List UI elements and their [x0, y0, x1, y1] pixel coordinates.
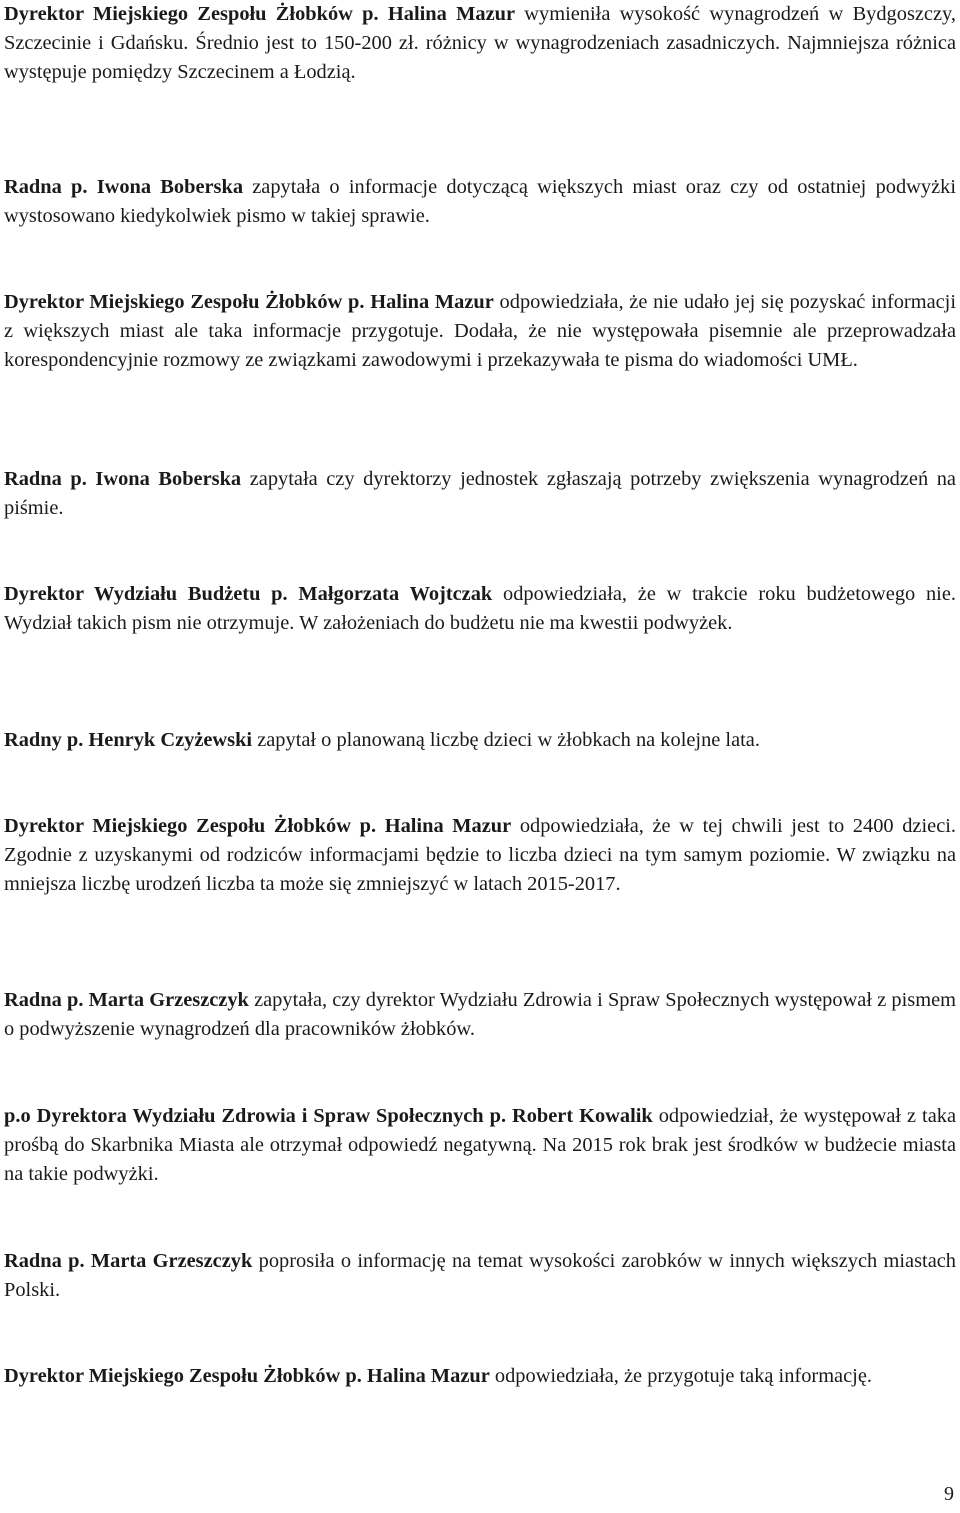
- paragraph-11: [4, 1362, 956, 1391]
- speaker-name: Dyrektor Wydziału Budżetu p. Małgorzata Wojtczak: [4, 583, 493, 605]
- paragraph-2: [4, 173, 956, 231]
- speaker-name: Radna p. Iwona Boberska: [4, 468, 242, 490]
- paragraph-10: [4, 1247, 956, 1305]
- paragraph-text: zapytał o planowaną liczbę dzieci w żłobkach na kolejne lata.: [252, 729, 760, 751]
- paragraph-text: odpowiedziała, że przygotuje taką informację.: [489, 1365, 872, 1387]
- paragraph-7: [4, 812, 956, 899]
- paragraph-text: wymieniła wysokość wynagrodzeń w Bydgoszczy, Szczecinie i Gdańsku. Średnio jest to 150-200 zł. różnicy w wynagrodzeniach zasadniczych. Najmniejsza różnica występuje pomiędzy Szczecinem a Łodzią.: [4, 3, 956, 83]
- speaker-name: Radna p. Marta Grzeszczyk: [4, 989, 249, 1011]
- paragraph-9: [4, 1102, 956, 1189]
- speaker-name: p.o Dyrektora Wydziału Zdrowia i Spraw Społecznych p. Robert Kowalik: [4, 1105, 653, 1127]
- paragraph-8: [4, 986, 956, 1044]
- speaker-name: Dyrektor Miejskiego Zespołu Żłobków p. Halina Mazur: [4, 3, 516, 25]
- paragraph-text: odpowiedziała, że w trakcie roku budżetowego nie. Wydział takich pism nie otrzymuje. W założeniach do budżetu nie ma kwestii podwyżek.: [4, 583, 956, 634]
- paragraph-text: zapytała, czy dyrektor Wydziału Zdrowia i Spraw Społecznych występował z pismem o podwyższenie wynagrodzeń dla pracowników żłobków.: [4, 989, 956, 1040]
- speaker-name: Radna p. Iwona Boberska: [4, 176, 244, 198]
- paragraph-text: odpowiedziała, że nie udało jej się pozyskać informacji z większych miast ale taka informacje przygotuje. Dodała, że nie występowała pisemnie ale przeprowadzała korespondencyjnie rozmowy ze związkami zawodowymi i przekazywała te pisma do wiadomości UMŁ.: [4, 291, 957, 371]
- speaker-name: Dyrektor Miejskiego Zespołu Żłobków p. Halina Mazur: [4, 291, 494, 313]
- paragraph-5: [4, 580, 956, 638]
- speaker-name: Dyrektor Miejskiego Zespołu Żłobków p. Halina Mazur: [4, 815, 512, 837]
- paragraph-text: odpowiedziała, że w tej chwili jest to 2400 dzieci. Zgodnie z uzyskanymi od rodziców informacjami będzie to liczba dzieci na tym samym poziomie. W związku na mniejsza liczbę urodzeń liczba ta może się zmniejszyć w latach 2015-2017.: [4, 815, 957, 895]
- paragraph-4: [4, 465, 956, 523]
- paragraph-text: zapytała o informacje dotyczącą większych miast oraz czy od ostatniej podwyżki wystosowano kiedykolwiek pismo w takiej sprawie.: [4, 176, 956, 227]
- paragraph-3: [4, 288, 956, 375]
- speaker-name: Dyrektor Miejskiego Zespołu Żłobków p. Halina Mazur: [4, 1365, 490, 1387]
- paragraph-text: poprosiła o informację na temat wysokości zarobków w innych większych miastach Polski.: [4, 1250, 956, 1301]
- paragraph-1: [4, 0, 956, 87]
- page-number: 9: [944, 1483, 954, 1505]
- paragraph-text: zapytała czy dyrektorzy jednostek zgłaszają potrzeby zwiększenia wynagrodzeń na piśmie.: [4, 468, 956, 519]
- speaker-name: Radna p. Marta Grzeszczyk: [4, 1250, 253, 1272]
- paragraph-6: [4, 726, 956, 755]
- speaker-name: Radny p. Henryk Czyżewski: [4, 729, 253, 751]
- paragraph-text: odpowiedział, że występował z taka prośbą do Skarbnika Miasta ale otrzymał odpowiedź negatywną. Na 2015 rok brak jest środków w budżecie miasta na takie podwyżki.: [4, 1105, 957, 1185]
